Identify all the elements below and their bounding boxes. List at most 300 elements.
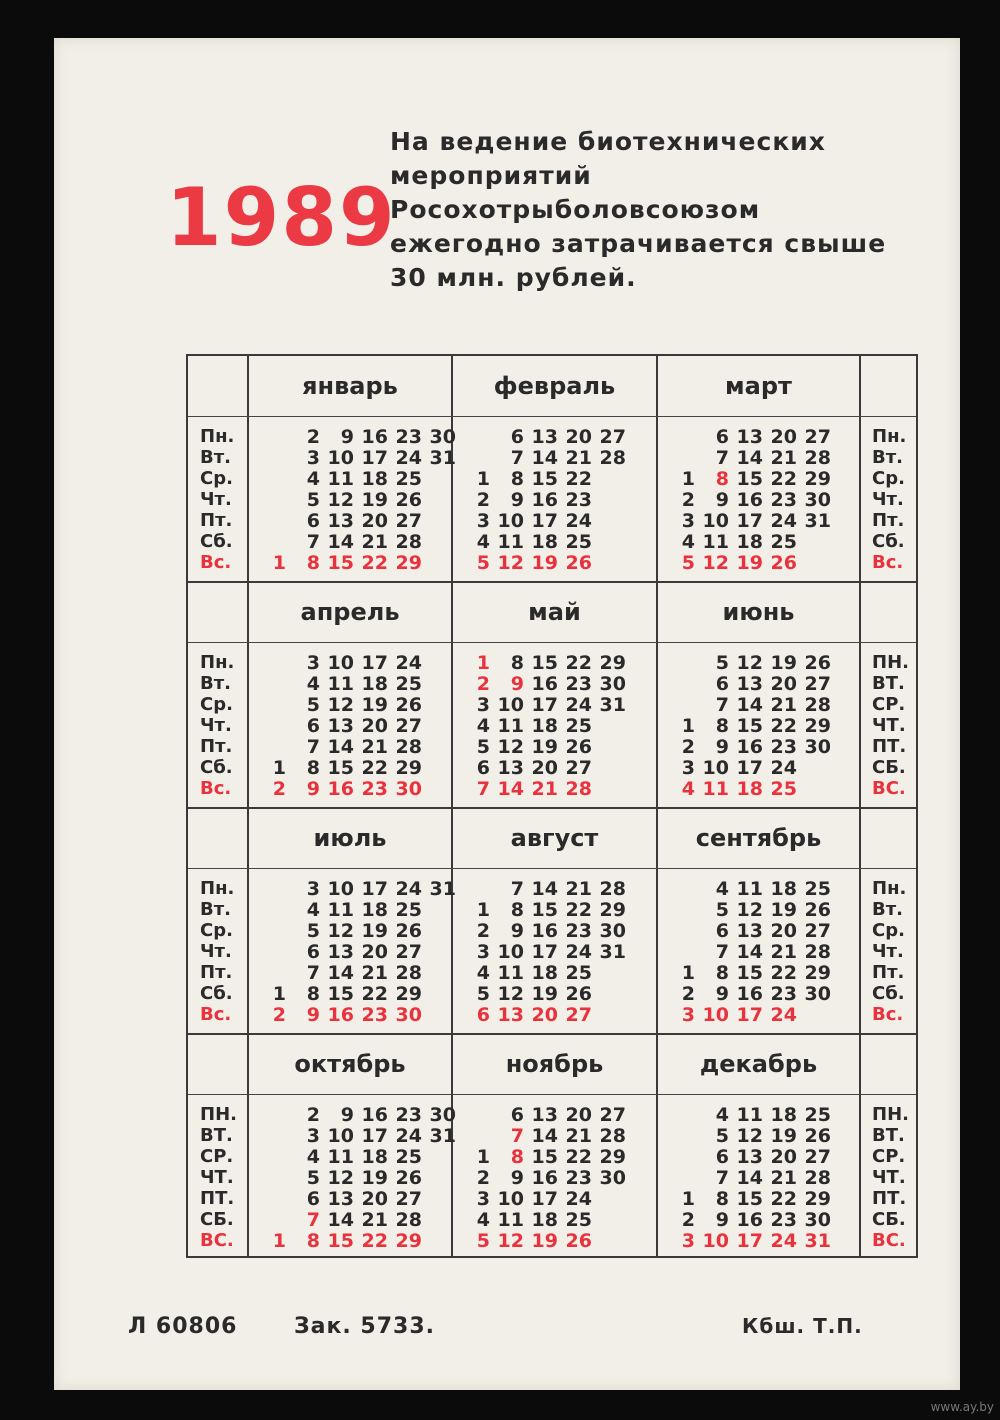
day-4-21: 21	[361, 736, 388, 758]
weekday-label-right: ВТ.	[872, 673, 905, 694]
day-10-17: 17	[361, 1125, 388, 1147]
day-2-24: 24	[565, 510, 592, 532]
day-2-20: 20	[565, 426, 592, 448]
day-1-9: 9	[340, 426, 354, 448]
day-4-10: 10	[327, 652, 354, 674]
day-1-15: 15	[327, 552, 354, 574]
day-5-3: 3	[476, 694, 490, 716]
day-4-17: 17	[361, 652, 388, 674]
day-4-24: 24	[395, 652, 422, 674]
day-3-8: 8	[715, 468, 729, 490]
day-6-14: 14	[736, 694, 763, 716]
note-line-4: ежегодно затрачивается свыше	[390, 229, 887, 258]
day-9-11: 11	[736, 878, 763, 900]
day-9-2: 2	[681, 983, 695, 1005]
grid-vline	[859, 356, 861, 1256]
day-8-23: 23	[565, 920, 592, 942]
day-12-6: 6	[715, 1146, 729, 1168]
day-4-12: 12	[327, 694, 354, 716]
day-12-30: 30	[804, 1209, 831, 1231]
weekday-label-right: Пт.	[872, 510, 905, 531]
day-5-20: 20	[531, 757, 558, 779]
day-10-20: 20	[361, 1188, 388, 1210]
day-11-3: 3	[476, 1188, 490, 1210]
day-3-13: 13	[736, 426, 763, 448]
day-3-29: 29	[804, 468, 831, 490]
day-2-21: 21	[565, 447, 592, 469]
weekday-label-left: ВТ.	[200, 1125, 233, 1146]
day-10-8: 8	[306, 1230, 320, 1252]
weekday-label-left: Вс.	[200, 552, 232, 573]
grid-hline	[188, 807, 916, 809]
day-10-1: 1	[272, 1230, 286, 1252]
day-1-22: 22	[361, 552, 388, 574]
day-10-30: 30	[429, 1104, 456, 1126]
day-4-27: 27	[395, 715, 422, 737]
day-8-19: 19	[531, 983, 558, 1005]
day-3-16: 16	[736, 489, 763, 511]
day-2-11: 11	[497, 531, 524, 553]
weekday-label-left: Ср.	[200, 468, 233, 489]
day-3-19: 19	[736, 552, 763, 574]
day-11-22: 22	[565, 1146, 592, 1168]
day-5-13: 13	[497, 757, 524, 779]
day-12-25: 25	[804, 1104, 831, 1126]
day-2-25: 25	[565, 531, 592, 553]
day-4-6: 6	[306, 715, 320, 737]
day-2-6: 6	[510, 426, 524, 448]
day-5-21: 21	[531, 778, 558, 800]
day-4-22: 22	[361, 757, 388, 779]
weekday-label-left: Пт.	[200, 962, 233, 983]
day-11-27: 27	[599, 1104, 626, 1126]
day-12-24: 24	[770, 1230, 797, 1252]
day-3-4: 4	[681, 531, 695, 553]
day-11-24: 24	[565, 1188, 592, 1210]
day-9-7: 7	[715, 941, 729, 963]
day-6-10: 10	[702, 757, 729, 779]
day-9-30: 30	[804, 983, 831, 1005]
day-11-4: 4	[476, 1209, 490, 1231]
day-1-3: 3	[306, 447, 320, 469]
day-2-1: 1	[476, 468, 490, 490]
weekday-label-right: ЧТ.	[872, 715, 906, 736]
day-1-11: 11	[327, 468, 354, 490]
day-5-30: 30	[599, 673, 626, 695]
day-7-10: 10	[327, 878, 354, 900]
day-4-2: 2	[272, 778, 286, 800]
day-9-24: 24	[770, 1004, 797, 1026]
day-4-4: 4	[306, 673, 320, 695]
day-4-8: 8	[306, 757, 320, 779]
day-10-5: 5	[306, 1167, 320, 1189]
day-11-20: 20	[565, 1104, 592, 1126]
day-9-6: 6	[715, 920, 729, 942]
day-5-19: 19	[531, 736, 558, 758]
day-2-9: 9	[510, 489, 524, 511]
note-line-3: Росохотрыболовсоюзом	[390, 195, 761, 224]
watermark: www.ay.by	[930, 1400, 994, 1414]
day-8-20: 20	[531, 1004, 558, 1026]
day-11-6: 6	[510, 1104, 524, 1126]
day-12-12: 12	[736, 1125, 763, 1147]
day-12-4: 4	[715, 1104, 729, 1126]
day-3-2: 2	[681, 489, 695, 511]
day-7-8: 8	[306, 983, 320, 1005]
day-7-20: 20	[361, 941, 388, 963]
day-7-5: 5	[306, 920, 320, 942]
day-5-5: 5	[476, 736, 490, 758]
day-8-31: 31	[599, 941, 626, 963]
day-10-23: 23	[395, 1104, 422, 1126]
weekday-label-left: Сб.	[200, 531, 233, 552]
day-10-26: 26	[395, 1167, 422, 1189]
weekday-label-right: СР.	[872, 1146, 906, 1167]
day-3-1: 1	[681, 468, 695, 490]
month-name: ноябрь	[505, 1050, 604, 1078]
grid-header-line	[188, 642, 916, 643]
day-7-11: 11	[327, 899, 354, 921]
day-3-11: 11	[702, 531, 729, 553]
day-10-4: 4	[306, 1146, 320, 1168]
weekday-label-left: Ср.	[200, 694, 233, 715]
weekday-label-left: Пн.	[200, 426, 235, 447]
day-6-21: 21	[770, 694, 797, 716]
month-name: август	[510, 824, 599, 852]
day-4-18: 18	[361, 673, 388, 695]
weekday-label-right: ВС.	[872, 778, 906, 799]
day-2-2: 2	[476, 489, 490, 511]
day-7-24: 24	[395, 878, 422, 900]
day-7-13: 13	[327, 941, 354, 963]
weekday-label-right: Вс.	[872, 552, 904, 573]
day-4-28: 28	[395, 736, 422, 758]
day-1-7: 7	[306, 531, 320, 553]
day-6-17: 17	[736, 757, 763, 779]
day-8-6: 6	[476, 1004, 490, 1026]
day-7-30: 30	[395, 1004, 422, 1026]
day-4-15: 15	[327, 757, 354, 779]
day-11-30: 30	[599, 1167, 626, 1189]
weekday-label-right: Пн.	[872, 878, 907, 899]
day-1-6: 6	[306, 510, 320, 532]
day-12-18: 18	[770, 1104, 797, 1126]
grid-header-line	[188, 1094, 916, 1095]
grid-vline	[656, 356, 658, 1256]
day-10-10: 10	[327, 1125, 354, 1147]
day-9-18: 18	[770, 878, 797, 900]
day-4-20: 20	[361, 715, 388, 737]
grid-hline	[188, 1033, 916, 1035]
weekday-label-left: Сб.	[200, 757, 233, 778]
day-4-29: 29	[395, 757, 422, 779]
grid-vline	[247, 356, 249, 1256]
day-9-4: 4	[715, 878, 729, 900]
day-9-28: 28	[804, 941, 831, 963]
day-5-12: 12	[497, 736, 524, 758]
day-11-21: 21	[565, 1125, 592, 1147]
day-12-29: 29	[804, 1188, 831, 1210]
day-1-23: 23	[395, 426, 422, 448]
day-3-24: 24	[770, 510, 797, 532]
day-11-1: 1	[476, 1146, 490, 1168]
day-1-25: 25	[395, 468, 422, 490]
weekday-label-left: ПТ.	[200, 1188, 235, 1209]
grid-header-line	[188, 868, 916, 869]
day-7-7: 7	[306, 962, 320, 984]
day-12-17: 17	[736, 1230, 763, 1252]
grid-hline	[188, 581, 916, 583]
day-3-7: 7	[715, 447, 729, 469]
day-1-20: 20	[361, 510, 388, 532]
weekday-label-left: ЧТ.	[200, 1167, 234, 1188]
day-1-26: 26	[395, 489, 422, 511]
day-1-2: 2	[306, 426, 320, 448]
day-6-15: 15	[736, 715, 763, 737]
day-10-12: 12	[327, 1167, 354, 1189]
day-1-10: 10	[327, 447, 354, 469]
weekday-label-right: ПН.	[872, 1104, 909, 1125]
day-11-16: 16	[531, 1167, 558, 1189]
day-9-27: 27	[804, 920, 831, 942]
day-5-8: 8	[510, 652, 524, 674]
day-4-1: 1	[272, 757, 286, 779]
day-6-12: 12	[736, 652, 763, 674]
day-3-12: 12	[702, 552, 729, 574]
weekday-label-right: Чт.	[872, 489, 904, 510]
day-7-12: 12	[327, 920, 354, 942]
day-5-14: 14	[497, 778, 524, 800]
day-12-23: 23	[770, 1209, 797, 1231]
month-name: март	[725, 372, 792, 400]
day-8-12: 12	[497, 983, 524, 1005]
day-9-13: 13	[736, 920, 763, 942]
day-5-28: 28	[565, 778, 592, 800]
day-11-26: 26	[565, 1230, 592, 1252]
day-7-18: 18	[361, 899, 388, 921]
day-3-5: 5	[681, 552, 695, 574]
day-11-13: 13	[531, 1104, 558, 1126]
day-1-5: 5	[306, 489, 320, 511]
day-9-14: 14	[736, 941, 763, 963]
day-11-2: 2	[476, 1167, 490, 1189]
weekday-label-left: ПН.	[200, 1104, 237, 1125]
day-3-28: 28	[804, 447, 831, 469]
day-12-11: 11	[736, 1104, 763, 1126]
day-8-11: 11	[497, 962, 524, 984]
day-11-28: 28	[599, 1125, 626, 1147]
day-8-17: 17	[531, 941, 558, 963]
day-7-17: 17	[361, 878, 388, 900]
day-8-28: 28	[599, 878, 626, 900]
day-5-1: 1	[476, 652, 490, 674]
day-6-11: 11	[702, 778, 729, 800]
day-7-3: 3	[306, 878, 320, 900]
day-8-5: 5	[476, 983, 490, 1005]
day-1-12: 12	[327, 489, 354, 511]
day-10-21: 21	[361, 1209, 388, 1231]
day-3-31: 31	[804, 510, 831, 532]
day-7-6: 6	[306, 941, 320, 963]
day-8-18: 18	[531, 962, 558, 984]
day-8-10: 10	[497, 941, 524, 963]
day-6-5: 5	[715, 652, 729, 674]
day-11-9: 9	[510, 1167, 524, 1189]
day-10-31: 31	[429, 1125, 456, 1147]
day-4-25: 25	[395, 673, 422, 695]
day-8-8: 8	[510, 899, 524, 921]
day-5-6: 6	[476, 757, 490, 779]
day-8-2: 2	[476, 920, 490, 942]
weekday-label-right: Вт.	[872, 899, 903, 920]
day-5-29: 29	[599, 652, 626, 674]
day-11-11: 11	[497, 1209, 524, 1231]
weekday-label-left: Чт.	[200, 489, 232, 510]
day-3-6: 6	[715, 426, 729, 448]
day-7-15: 15	[327, 983, 354, 1005]
day-12-13: 13	[736, 1146, 763, 1168]
day-10-25: 25	[395, 1146, 422, 1168]
calendar-card	[54, 38, 960, 1390]
day-1-19: 19	[361, 489, 388, 511]
footer-printer: Кбш. Т.П.	[742, 1314, 863, 1338]
day-5-9: 9	[510, 673, 524, 695]
day-8-7: 7	[510, 878, 524, 900]
day-3-25: 25	[770, 531, 797, 553]
day-2-22: 22	[565, 468, 592, 490]
day-6-7: 7	[715, 694, 729, 716]
weekday-label-left: СБ.	[200, 1209, 234, 1230]
day-5-4: 4	[476, 715, 490, 737]
day-1-16: 16	[361, 426, 388, 448]
weekday-label-left: Пн.	[200, 878, 235, 899]
day-2-15: 15	[531, 468, 558, 490]
day-6-25: 25	[770, 778, 797, 800]
day-6-19: 19	[770, 652, 797, 674]
day-1-13: 13	[327, 510, 354, 532]
day-3-9: 9	[715, 489, 729, 511]
day-2-17: 17	[531, 510, 558, 532]
day-12-21: 21	[770, 1167, 797, 1189]
day-6-1: 1	[681, 715, 695, 737]
day-5-7: 7	[476, 778, 490, 800]
day-2-14: 14	[531, 447, 558, 469]
weekday-label-left: Чт.	[200, 715, 232, 736]
day-6-8: 8	[715, 715, 729, 737]
month-name: январь	[302, 372, 398, 400]
day-4-23: 23	[361, 778, 388, 800]
day-5-26: 26	[565, 736, 592, 758]
day-12-5: 5	[715, 1125, 729, 1147]
day-7-2: 2	[272, 1004, 286, 1026]
day-5-16: 16	[531, 673, 558, 695]
day-11-5: 5	[476, 1230, 490, 1252]
day-9-16: 16	[736, 983, 763, 1005]
weekday-label-left: Ср.	[200, 920, 233, 941]
day-4-14: 14	[327, 736, 354, 758]
day-11-18: 18	[531, 1209, 558, 1231]
day-8-9: 9	[510, 920, 524, 942]
day-9-25: 25	[804, 878, 831, 900]
note-line-2: мероприятий	[390, 161, 592, 190]
day-11-12: 12	[497, 1230, 524, 1252]
month-name: май	[528, 598, 581, 626]
day-9-21: 21	[770, 941, 797, 963]
weekday-label-right: Вс.	[872, 1004, 904, 1025]
day-10-13: 13	[327, 1188, 354, 1210]
day-8-16: 16	[531, 920, 558, 942]
day-5-18: 18	[531, 715, 558, 737]
day-12-3: 3	[681, 1230, 695, 1252]
day-7-25: 25	[395, 899, 422, 921]
day-9-1: 1	[681, 962, 695, 984]
weekday-label-right: Ср.	[872, 920, 905, 941]
day-10-27: 27	[395, 1188, 422, 1210]
day-12-26: 26	[804, 1125, 831, 1147]
day-10-7: 7	[306, 1209, 320, 1231]
day-6-4: 4	[681, 778, 695, 800]
day-8-26: 26	[565, 983, 592, 1005]
day-6-30: 30	[804, 736, 831, 758]
day-1-21: 21	[361, 531, 388, 553]
day-7-16: 16	[327, 1004, 354, 1026]
day-1-29: 29	[395, 552, 422, 574]
day-7-23: 23	[361, 1004, 388, 1026]
day-5-24: 24	[565, 694, 592, 716]
day-12-10: 10	[702, 1230, 729, 1252]
day-2-27: 27	[599, 426, 626, 448]
day-2-18: 18	[531, 531, 558, 553]
weekday-label-right: ПТ.	[872, 736, 907, 757]
month-name: сентябрь	[695, 824, 822, 852]
day-12-27: 27	[804, 1146, 831, 1168]
day-6-3: 3	[681, 757, 695, 779]
day-9-10: 10	[702, 1004, 729, 1026]
day-7-31: 31	[429, 878, 456, 900]
day-2-13: 13	[531, 426, 558, 448]
day-6-23: 23	[770, 736, 797, 758]
day-10-15: 15	[327, 1230, 354, 1252]
day-2-4: 4	[476, 531, 490, 553]
day-10-3: 3	[306, 1125, 320, 1147]
day-1-18: 18	[361, 468, 388, 490]
day-12-2: 2	[681, 1209, 695, 1231]
day-2-28: 28	[599, 447, 626, 469]
day-2-19: 19	[531, 552, 558, 574]
day-5-15: 15	[531, 652, 558, 674]
day-5-10: 10	[497, 694, 524, 716]
day-12-31: 31	[804, 1230, 831, 1252]
footer-code: Л 60806	[128, 1314, 238, 1339]
day-4-3: 3	[306, 652, 320, 674]
day-11-7: 7	[510, 1125, 524, 1147]
day-11-15: 15	[531, 1146, 558, 1168]
weekday-label-right: Сб.	[872, 983, 905, 1004]
year-title: 1989	[166, 171, 397, 264]
day-5-27: 27	[565, 757, 592, 779]
weekday-label-right: Пн.	[872, 426, 907, 447]
day-8-13: 13	[497, 1004, 524, 1026]
day-8-3: 3	[476, 941, 490, 963]
day-1-31: 31	[429, 447, 456, 469]
day-12-20: 20	[770, 1146, 797, 1168]
day-10-6: 6	[306, 1188, 320, 1210]
day-11-8: 8	[510, 1146, 524, 1168]
day-3-3: 3	[681, 510, 695, 532]
day-2-23: 23	[565, 489, 592, 511]
weekday-label-left: Вт.	[200, 899, 231, 920]
weekday-label-right: СР.	[872, 694, 906, 715]
